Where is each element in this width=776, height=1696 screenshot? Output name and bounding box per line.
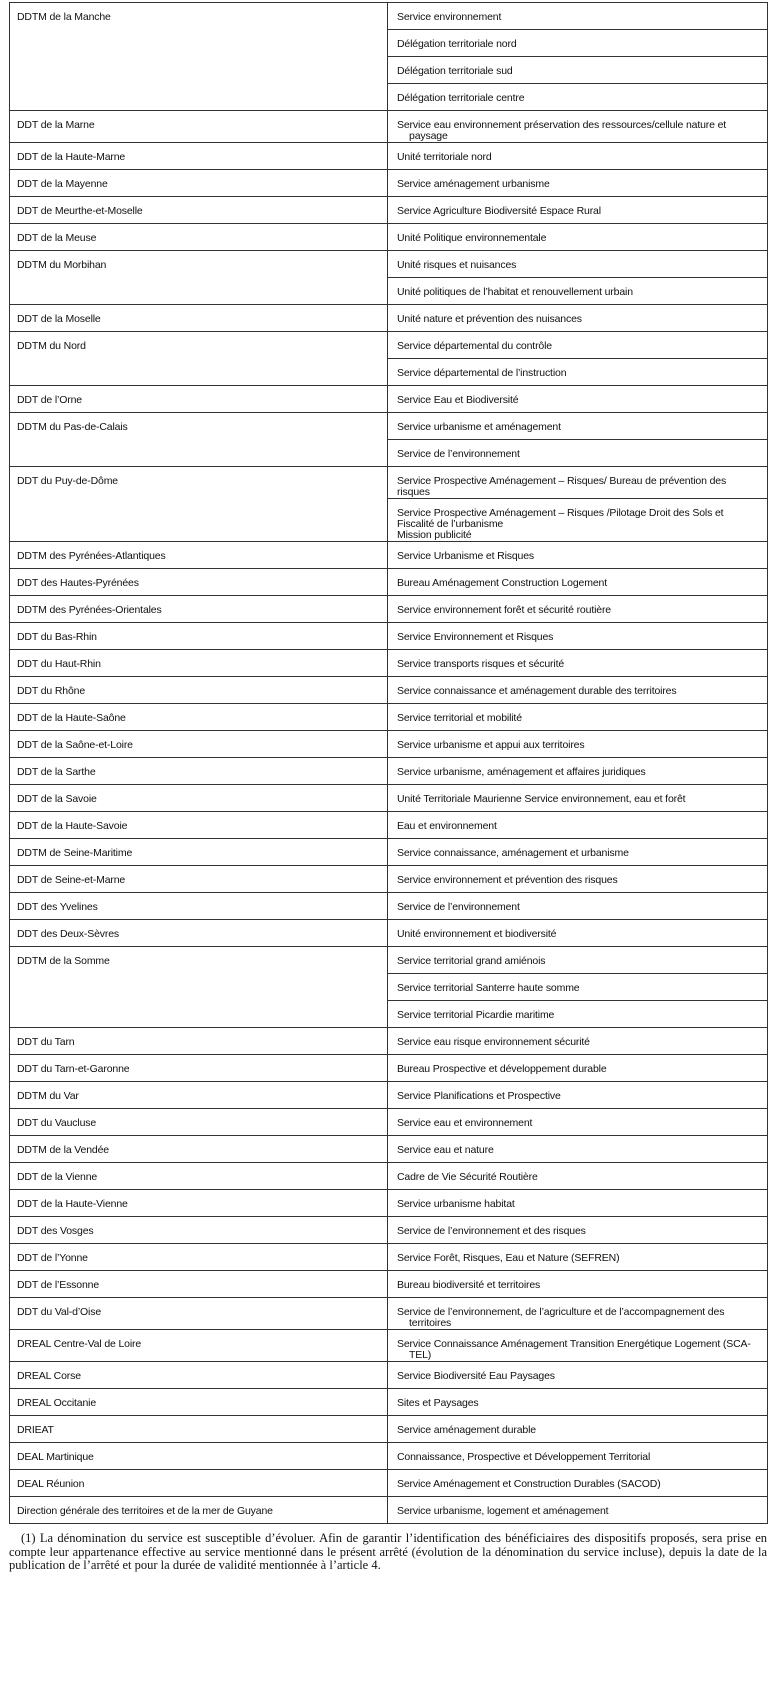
services-table <box>9 2 768 1524</box>
direction-cell: DDTM du Morbihan <box>10 251 388 305</box>
service-cell <box>388 1362 768 1389</box>
direction-cell: DREAL Centre-Val de Loire <box>10 1330 388 1362</box>
table-row <box>10 1109 768 1136</box>
table-row <box>10 170 768 197</box>
direction-cell: DDT du Bas-Rhin <box>10 623 388 650</box>
direction-cell: DDT de la Saône-et-Loire <box>10 731 388 758</box>
services-table-body <box>10 3 768 1524</box>
service-label-line: Service de l’environnement <box>397 448 520 460</box>
service-label-line: Service urbanisme et appui aux territoires <box>397 739 585 751</box>
table-row <box>10 332 768 359</box>
service-cell <box>388 251 768 278</box>
table-row <box>10 1298 768 1330</box>
service-label-line: Service Prospective Aménagement – Risques/ Bureau de prévention des risques <box>397 475 727 498</box>
direction-cell: DDTM de la Somme <box>10 947 388 1028</box>
service-cell <box>388 332 768 359</box>
direction-cell: DDT du Tarn-et-Garonne <box>10 1055 388 1082</box>
table-row <box>10 731 768 758</box>
service-label-line: Service eau risque environnement sécurité <box>397 1036 590 1048</box>
direction-cell: DRIEAT <box>10 1416 388 1443</box>
table-row <box>10 758 768 785</box>
service-cell <box>388 278 768 305</box>
table-row <box>10 650 768 677</box>
direction-cell: DREAL Corse <box>10 1362 388 1389</box>
service-label-line: Service aménagement durable <box>397 1424 536 1436</box>
service-label-line: paysage <box>409 130 448 142</box>
table-row <box>10 1362 768 1389</box>
service-cell <box>388 596 768 623</box>
service-cell <box>388 542 768 569</box>
service-cell <box>388 1497 768 1524</box>
direction-cell: DDTM du Nord <box>10 332 388 386</box>
direction-cell: DDT de la Vienne <box>10 1163 388 1190</box>
service-cell <box>388 1001 768 1028</box>
service-label-line: Service connaissance et aménagement durable des territoires <box>397 685 677 697</box>
service-label-line: Service de l’environnement et des risques <box>397 1225 586 1237</box>
service-cell <box>388 1190 768 1217</box>
direction-cell: DDTM des Pyrénées-Atlantiques <box>10 542 388 569</box>
direction-cell: DDT de la Marne <box>10 111 388 143</box>
table-row <box>10 542 768 569</box>
table-row <box>10 1470 768 1497</box>
service-cell <box>388 947 768 974</box>
service-label-line: Service Eau et Biodiversité <box>397 394 519 406</box>
service-label-line: Délégation territoriale sud <box>397 65 513 77</box>
table-row <box>10 197 768 224</box>
service-cell <box>388 1389 768 1416</box>
table-row <box>10 1330 768 1362</box>
table-row <box>10 305 768 332</box>
service-cell <box>388 467 768 499</box>
footnote: (1) La dénomination du service est susceptible d’évoluer. Afin de garantir l’identification des bénéficiaires des dispositifs proposés, sera prise en compte leur appartenance effective au service mentionné dans le présent arrêté (évolution de la dénomination du service incluse), depuis la date de la publication de l’arrêté et pour la durée de validité mentionnée à l’article 4. <box>9 1531 767 1572</box>
service-label-line: Service Forêt, Risques, Eau et Nature (SEFREN) <box>397 1252 620 1264</box>
direction-cell: DDT de la Haute-Savoie <box>10 812 388 839</box>
direction-cell: DDTM de la Vendée <box>10 1136 388 1163</box>
service-label-line: Service urbanisme habitat <box>397 1198 515 1210</box>
table-row <box>10 812 768 839</box>
service-cell <box>388 197 768 224</box>
service-label-line: Service Biodiversité Eau Paysages <box>397 1370 555 1382</box>
table-row <box>10 1271 768 1298</box>
service-label-line: Service environnement forêt et sécurité routière <box>397 604 611 616</box>
service-cell <box>388 1109 768 1136</box>
service-label-line: Service de l’environnement, de l’agriculture et de l’accompagnement des <box>397 1306 725 1318</box>
direction-cell: DDT du Rhône <box>10 677 388 704</box>
service-label-line: Unité Politique environnementale <box>397 232 547 244</box>
table-row <box>10 1217 768 1244</box>
direction-cell: DDT du Haut-Rhin <box>10 650 388 677</box>
service-label-line: Service environnement <box>397 11 502 23</box>
direction-cell: DDT de Seine-et-Marne <box>10 866 388 893</box>
table-row <box>10 1055 768 1082</box>
table-row <box>10 569 768 596</box>
direction-cell: DEAL Martinique <box>10 1443 388 1470</box>
service-label-line: Service territorial Picardie maritime <box>397 1009 555 1021</box>
service-cell <box>388 1136 768 1163</box>
service-label-line: Service Environnement et Risques <box>397 631 554 643</box>
service-label-line: Unité nature et prévention des nuisances <box>397 313 582 325</box>
service-label-line: Service aménagement urbanisme <box>397 178 550 190</box>
service-label-line: Service eau et nature <box>397 1144 494 1156</box>
table-row <box>10 623 768 650</box>
table-row <box>10 947 768 974</box>
service-cell <box>388 440 768 467</box>
direction-cell: DDT du Vaucluse <box>10 1109 388 1136</box>
service-cell <box>388 893 768 920</box>
service-label-line: Service environnement et prévention des risques <box>397 874 618 886</box>
table-row <box>10 677 768 704</box>
direction-cell: DDT de la Haute-Vienne <box>10 1190 388 1217</box>
service-cell <box>388 1443 768 1470</box>
service-label-line: Cadre de Vie Sécurité Routière <box>397 1171 538 1183</box>
service-cell <box>388 1244 768 1271</box>
direction-cell: DDT de la Mayenne <box>10 170 388 197</box>
service-cell <box>388 1298 768 1330</box>
service-cell <box>388 1416 768 1443</box>
service-cell <box>388 731 768 758</box>
service-label-line: Service connaissance, aménagement et urbanisme <box>397 847 629 859</box>
direction-cell: DDTM de la Manche <box>10 3 388 111</box>
service-cell <box>388 111 768 143</box>
service-cell <box>388 1055 768 1082</box>
table-row <box>10 1190 768 1217</box>
direction-cell: DDTM du Var <box>10 1082 388 1109</box>
table-row <box>10 1443 768 1470</box>
table-row <box>10 920 768 947</box>
service-label-line: Service territorial Santerre haute somme <box>397 982 580 994</box>
service-cell <box>388 866 768 893</box>
table-row <box>10 1416 768 1443</box>
service-label-line: Bureau Aménagement Construction Logement <box>397 577 607 589</box>
table-row <box>10 1163 768 1190</box>
service-label-line: Délégation territoriale centre <box>397 92 525 104</box>
service-cell <box>388 1217 768 1244</box>
service-label-line: Service Urbanisme et Risques <box>397 550 535 562</box>
service-label-line: Bureau Prospective et développement durable <box>397 1063 607 1075</box>
table-row <box>10 866 768 893</box>
service-label-line: Service Aménagement et Construction Durables (SACOD) <box>397 1478 661 1490</box>
direction-cell: DDT des Hautes-Pyrénées <box>10 569 388 596</box>
service-label-line: Service urbanisme, logement et aménagement <box>397 1505 609 1517</box>
service-label-line: Service territorial et mobilité <box>397 712 522 724</box>
service-label-line: Bureau biodiversité et territoires <box>397 1279 541 1291</box>
direction-cell: DDT des Deux-Sèvres <box>10 920 388 947</box>
service-cell <box>388 920 768 947</box>
service-cell <box>388 57 768 84</box>
service-label-line: Service eau et environnement <box>397 1117 533 1129</box>
service-cell <box>388 785 768 812</box>
service-cell <box>388 974 768 1001</box>
service-label-line: territoires <box>409 1317 452 1329</box>
table-row <box>10 839 768 866</box>
service-cell <box>388 1470 768 1497</box>
table-row <box>10 3 768 30</box>
service-label-line: Service urbanisme, aménagement et affaires juridiques <box>397 766 646 778</box>
table-row <box>10 1497 768 1524</box>
service-cell <box>388 569 768 596</box>
table-row <box>10 1082 768 1109</box>
service-cell <box>388 499 768 542</box>
direction-cell: DEAL Réunion <box>10 1470 388 1497</box>
direction-cell: DDT du Val-d’Oise <box>10 1298 388 1330</box>
service-cell <box>388 224 768 251</box>
direction-cell: DDT des Vosges <box>10 1217 388 1244</box>
direction-cell: DDT de la Haute-Saône <box>10 704 388 731</box>
direction-cell: DDTM de Seine-Maritime <box>10 839 388 866</box>
service-label-line: Service départemental du contrôle <box>397 340 552 352</box>
service-cell <box>388 677 768 704</box>
direction-cell: DDT des Yvelines <box>10 893 388 920</box>
service-label-line: Sites et Paysages <box>397 1397 479 1409</box>
service-cell <box>388 359 768 386</box>
service-cell <box>388 623 768 650</box>
service-label-line: Eau et environnement <box>397 820 497 832</box>
table-row <box>10 1136 768 1163</box>
service-cell <box>388 143 768 170</box>
service-label-line: Fiscalité de l’urbanisme <box>397 518 504 530</box>
service-label-line: Mission publicité <box>397 529 472 541</box>
service-cell <box>388 305 768 332</box>
direction-cell: DDT de la Haute-Marne <box>10 143 388 170</box>
service-label-line: Service Planifications et Prospective <box>397 1090 561 1102</box>
service-cell <box>388 704 768 731</box>
service-label-line: Service urbanisme et aménagement <box>397 421 561 433</box>
table-row <box>10 413 768 440</box>
service-cell <box>388 839 768 866</box>
service-label-line: Unité environnement et biodiversité <box>397 928 557 940</box>
table-row <box>10 704 768 731</box>
service-cell <box>388 1271 768 1298</box>
table-row <box>10 1028 768 1055</box>
table-row <box>10 893 768 920</box>
direction-cell: DDT de l’Yonne <box>10 1244 388 1271</box>
service-label-line: Délégation territoriale nord <box>397 38 517 50</box>
direction-cell: DDT de Meurthe-et-Moselle <box>10 197 388 224</box>
table-row <box>10 111 768 143</box>
service-label-line: Service départemental de l’instruction <box>397 367 567 379</box>
service-label-line: Unité risques et nuisances <box>397 259 517 271</box>
service-cell <box>388 1028 768 1055</box>
service-cell <box>388 170 768 197</box>
service-cell <box>388 30 768 57</box>
service-cell <box>388 1330 768 1362</box>
service-cell <box>388 84 768 111</box>
service-label-line: Service territorial grand amiénois <box>397 955 546 967</box>
service-label-line: Service transports risques et sécurité <box>397 658 565 670</box>
service-label-line: Service eau environnement préservation des ressources/cellule nature et <box>397 119 727 131</box>
direction-cell: Direction générale des territoires et de la mer de Guyane <box>10 1497 388 1524</box>
service-label-line: Unité territoriale nord <box>397 151 492 163</box>
service-label-line: Unité Territoriale Maurienne Service environnement, eau et forêt <box>397 793 686 805</box>
table-row <box>10 251 768 278</box>
service-cell <box>388 650 768 677</box>
table-row <box>10 143 768 170</box>
service-cell <box>388 758 768 785</box>
service-cell <box>388 812 768 839</box>
service-cell <box>388 413 768 440</box>
service-label-line: Service Agriculture Biodiversité Espace Rural <box>397 205 601 217</box>
direction-cell: DDT de la Meuse <box>10 224 388 251</box>
table-row <box>10 386 768 413</box>
service-label-line: Service de l’environnement <box>397 901 520 913</box>
service-cell <box>388 3 768 30</box>
direction-cell: DDTM des Pyrénées-Orientales <box>10 596 388 623</box>
service-label-line: Unité politiques de l’habitat et renouvellement urbain <box>397 286 633 298</box>
direction-cell: DREAL Occitanie <box>10 1389 388 1416</box>
direction-cell: DDT de la Savoie <box>10 785 388 812</box>
direction-cell: DDT de la Sarthe <box>10 758 388 785</box>
service-label-line: Service Prospective Aménagement – Risques /Pilotage Droit des Sols et <box>397 507 724 519</box>
direction-cell: DDT de l’Orne <box>10 386 388 413</box>
service-label-line: Connaissance, Prospective et Développement Territorial <box>397 1451 651 1463</box>
direction-cell: DDT de l’Essonne <box>10 1271 388 1298</box>
direction-cell: DDT de la Moselle <box>10 305 388 332</box>
service-label-line: TEL) <box>409 1349 432 1361</box>
direction-cell: DDT du Puy-de-Dôme <box>10 467 388 542</box>
table-row <box>10 596 768 623</box>
table-row <box>10 467 768 499</box>
table-row <box>10 224 768 251</box>
service-label-line: Service Connaissance Aménagement Transition Energétique Logement (SCA- <box>397 1338 751 1350</box>
direction-cell: DDT du Tarn <box>10 1028 388 1055</box>
table-row <box>10 1389 768 1416</box>
table-row <box>10 1244 768 1271</box>
table-row <box>10 785 768 812</box>
service-cell <box>388 1082 768 1109</box>
direction-cell: DDTM du Pas-de-Calais <box>10 413 388 467</box>
service-cell <box>388 1163 768 1190</box>
service-cell <box>388 386 768 413</box>
